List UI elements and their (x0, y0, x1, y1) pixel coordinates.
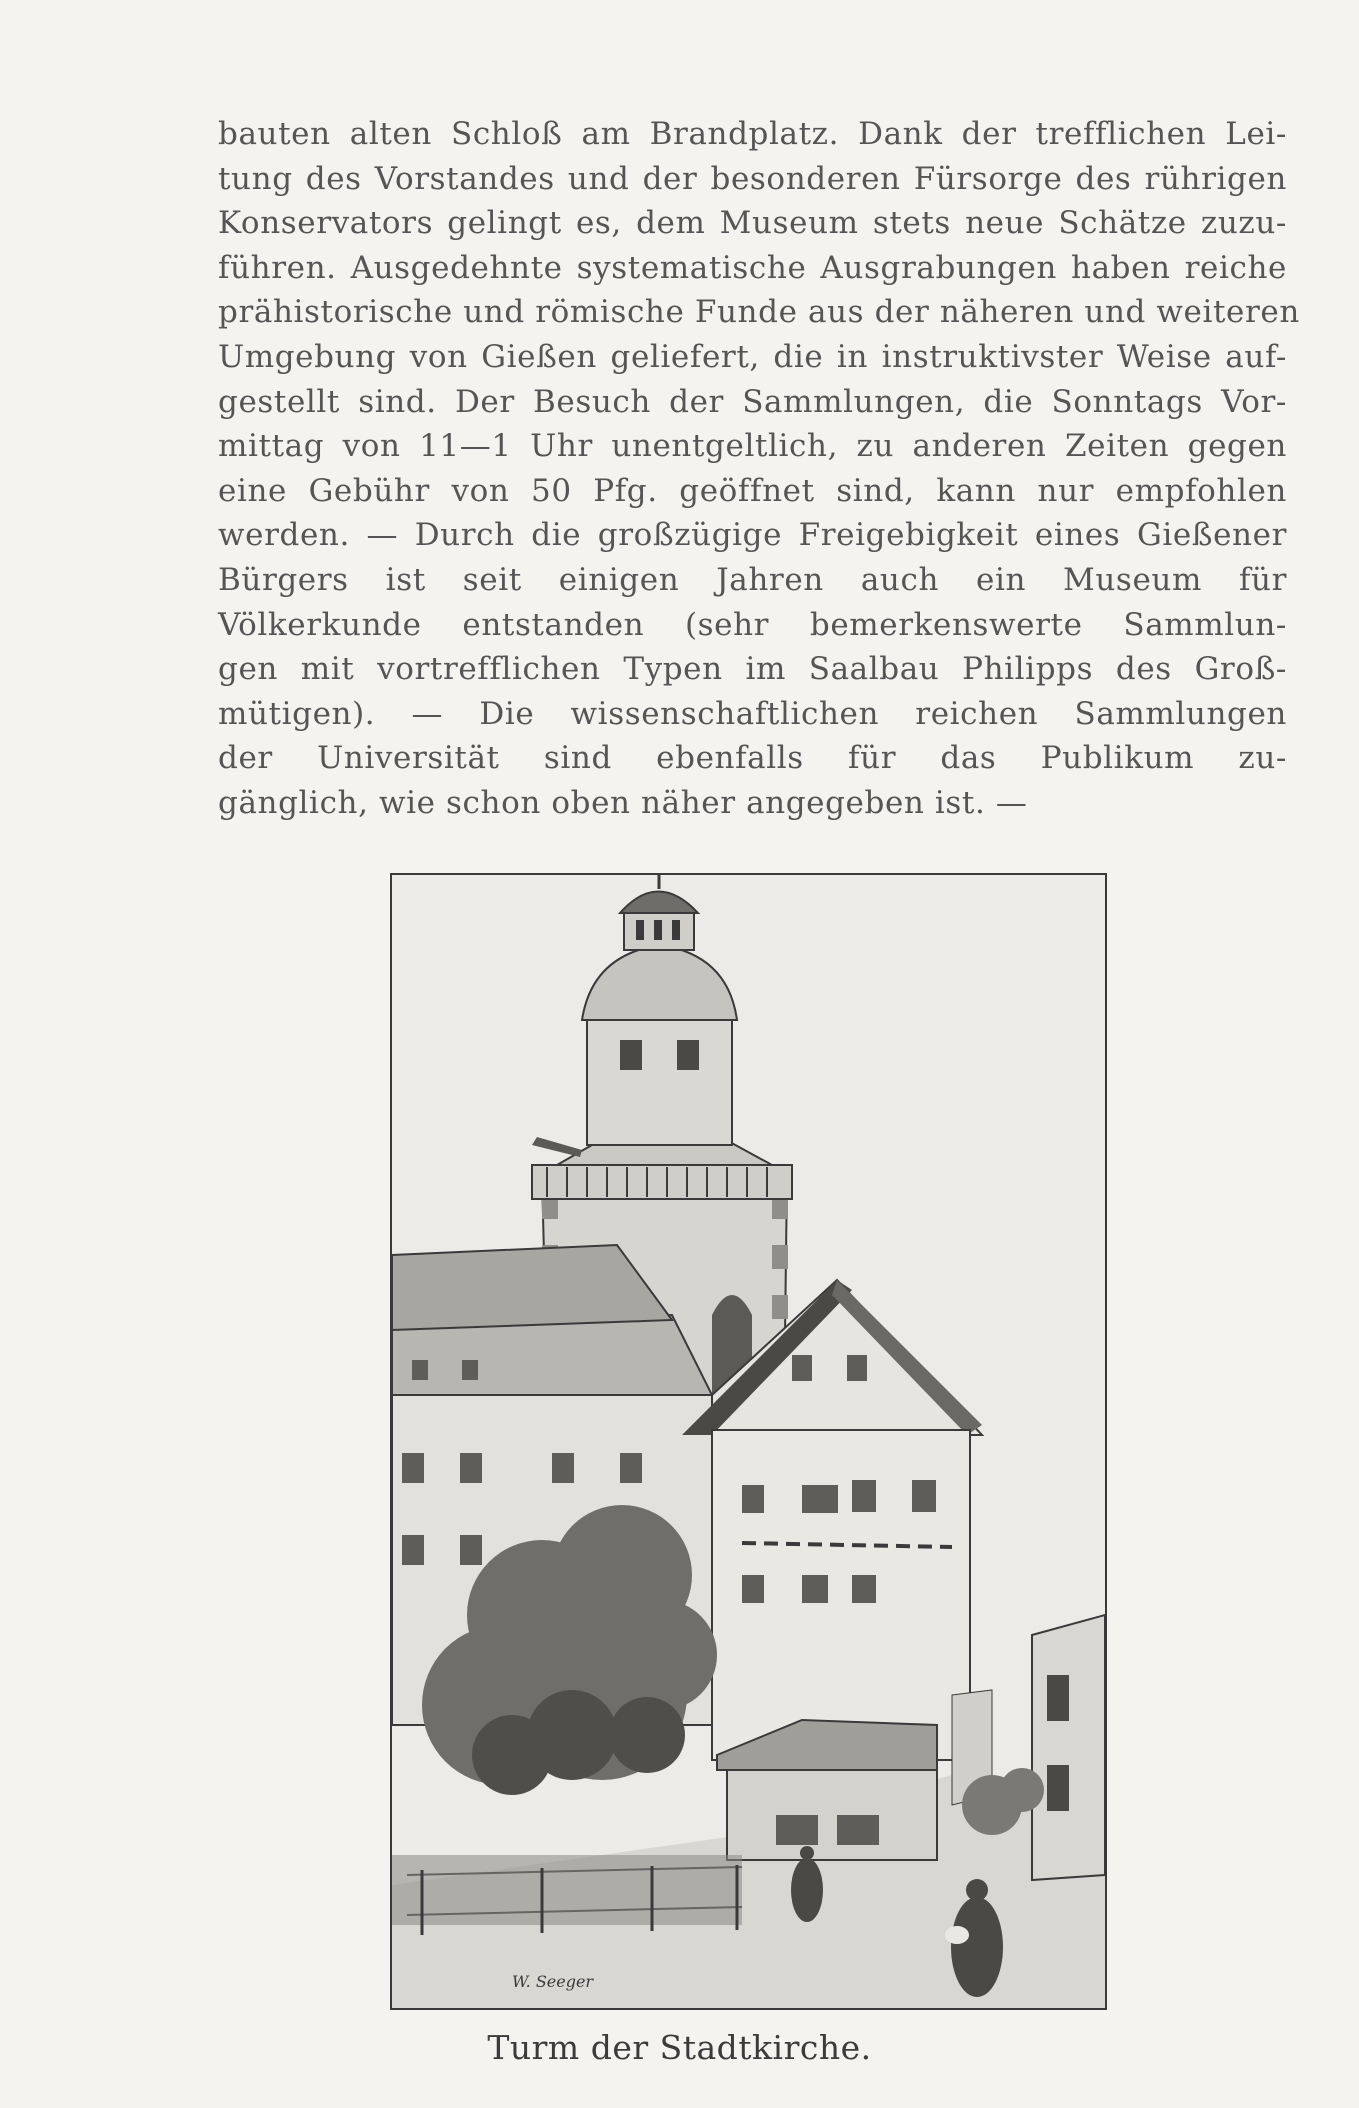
text-line: gen mit vortrefflichen Typen im Saalbau Philipps des Groß- (218, 651, 1287, 688)
text-line: gestellt sind. Der Besuch der Sammlungen, die Sonntags Vor- (218, 383, 1287, 420)
text-line: bauten alten Schloß am Brandplatz. Dank der trefflichen Lei- (218, 116, 1287, 152)
illustration-drawing (392, 875, 1105, 2008)
text-line: Völkerkunde entstanden (sehr bemerkenswerte Sammlun- (218, 606, 1287, 643)
artist-signature: W. Seeger (512, 1972, 594, 1991)
text-line: mütigen). — Die wissenschaftlichen reichen Sammlungen (218, 695, 1287, 732)
text-line: eine Gebühr von 50 Pfg. geöffnet sind, kann nur empfohlen (218, 472, 1287, 509)
church-tower-illustration (390, 873, 1107, 2010)
text-line: prähistorische und römische Funde aus der näheren und weiteren (218, 294, 1300, 331)
body-text (218, 112, 1300, 826)
text-line: tung des Vorstandes und der besonderen Fürsorge des rührigen (218, 160, 1287, 197)
text-line: gänglich, wie schon oben näher angegeben ist. — (218, 784, 1028, 821)
text-line: der Universität sind ebenfalls für das Publikum zu- (218, 740, 1287, 777)
text-line: mittag von 11—1 Uhr unentgeltlich, zu anderen Zeiten gegen (218, 428, 1287, 465)
figure-caption: Turm der Stadtkirche. (487, 2028, 872, 2067)
text-line: Umgebung von Gießen geliefert, die in instruktivster Weise auf- (218, 338, 1287, 375)
text-line: Bürgers ist seit einigen Jahren auch ein Museum für (218, 561, 1287, 598)
text-line: Konservators gelingt es, dem Museum stets neue Schätze zuzu- (218, 205, 1287, 242)
text-line: führen. Ausgedehnte systematische Ausgrabungen haben reiche (218, 249, 1287, 286)
text-line: werden. — Durch die großzügige Freigebigkeit eines Gießener (218, 517, 1287, 554)
